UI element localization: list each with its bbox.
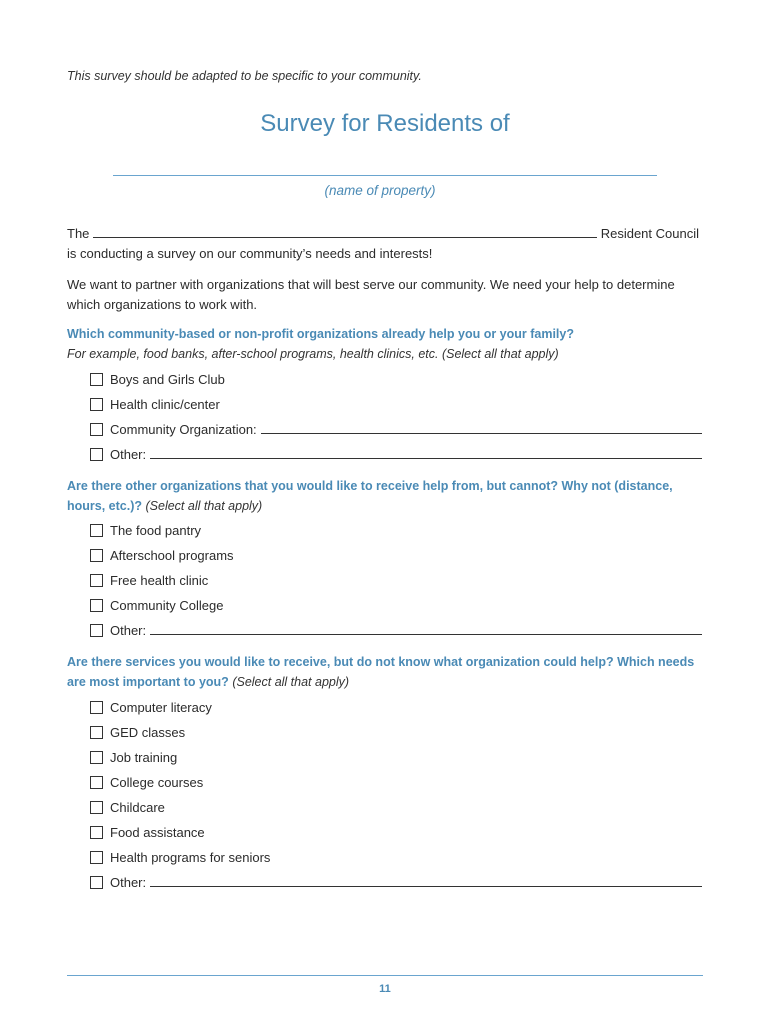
checkbox[interactable]	[90, 423, 103, 436]
question-3-hint: (Select all that apply)	[232, 674, 350, 689]
q2-option-afterschool[interactable]	[90, 546, 702, 564]
option-label: Food assistance	[110, 824, 205, 840]
checkbox[interactable]	[90, 599, 103, 612]
option-label: Community Organization:	[110, 421, 257, 437]
q3-option-ged-classes[interactable]	[90, 723, 702, 741]
q1-option-community-organization[interactable]	[90, 420, 702, 438]
checkbox[interactable]	[90, 448, 103, 461]
property-name-line[interactable]	[113, 175, 657, 176]
checkbox[interactable]	[90, 549, 103, 562]
page-number: 11	[379, 983, 391, 995]
write-in-line[interactable]	[150, 634, 702, 635]
checkbox[interactable]	[90, 574, 103, 587]
checkbox[interactable]	[90, 624, 103, 637]
option-label: College courses	[110, 774, 204, 790]
option-label: The food pantry	[110, 522, 202, 538]
q3-option-college-courses[interactable]	[90, 773, 702, 791]
option-label: Free health clinic	[110, 572, 209, 588]
q3-option-job-training[interactable]	[90, 748, 702, 766]
checkbox[interactable]	[90, 701, 103, 714]
option-label: Community College	[110, 597, 224, 613]
intro-suffix: Resident Council	[600, 226, 699, 241]
adaptation-note: This survey should be adapted to be specific to your community.	[67, 69, 422, 83]
question-2-hint: (Select all that apply)	[145, 498, 263, 513]
checkbox[interactable]	[90, 726, 103, 739]
checkbox[interactable]	[90, 826, 103, 839]
option-label: Afterschool programs	[110, 547, 234, 563]
intro-prefix: The	[67, 226, 90, 241]
option-label: Other:	[110, 874, 147, 890]
q3-option-other[interactable]	[90, 873, 702, 891]
option-label: Health clinic/center	[110, 396, 220, 412]
checkbox[interactable]	[90, 801, 103, 814]
question-1-hint: For example, food banks, after-school programs, health clinics, etc. (Select all that apply)	[67, 346, 559, 361]
option-label: Other:	[110, 622, 147, 638]
option-label: Health programs for seniors	[110, 849, 271, 865]
write-in-line[interactable]	[261, 433, 702, 434]
property-name-label: (name of property)	[324, 183, 436, 198]
question-2-text: Are there other organizations that you would like to receive help from, but cannot? Why not (distance, hours, etc.)?	[67, 479, 673, 513]
q2-option-other[interactable]	[90, 621, 702, 639]
question-1	[67, 325, 707, 364]
council-name-blank[interactable]	[93, 236, 596, 238]
question-1-text: Which community-based or non-profit organizations already help you or your family?	[67, 327, 574, 341]
resident-council-line	[67, 226, 699, 241]
option-label: Other:	[110, 446, 147, 462]
write-in-line[interactable]	[150, 458, 702, 459]
q2-option-free-health-clinic[interactable]	[90, 571, 702, 589]
question-3-text: Are there services you would like to receive, but do not know what organization could help? Which needs are most important to you?	[67, 655, 695, 689]
checkbox[interactable]	[90, 776, 103, 789]
checkbox[interactable]	[90, 373, 103, 386]
survey-title: Survey for Residents of	[260, 110, 510, 137]
write-in-line[interactable]	[150, 886, 702, 887]
q2-option-community-college[interactable]	[90, 596, 702, 614]
option-label: Computer literacy	[110, 699, 212, 715]
q3-option-health-programs-seniors[interactable]	[90, 848, 702, 866]
option-label: Boys and Girls Club	[110, 371, 225, 387]
checkbox[interactable]	[90, 398, 103, 411]
partner-paragraph: We want to partner with organizations that will best serve our community. We need your help to determine which organizations to work with.	[67, 277, 675, 312]
checkbox[interactable]	[90, 876, 103, 889]
question-3	[67, 653, 707, 692]
q2-option-food-pantry[interactable]	[90, 521, 702, 539]
checkbox[interactable]	[90, 751, 103, 764]
q1-option-other[interactable]	[90, 445, 702, 463]
footer-divider	[67, 975, 703, 976]
q3-option-food-assistance[interactable]	[90, 823, 702, 841]
option-label: GED classes	[110, 724, 186, 740]
q3-option-childcare[interactable]	[90, 798, 702, 816]
question-2	[67, 477, 707, 516]
q1-option-health-clinic[interactable]	[90, 395, 702, 413]
q3-option-computer-literacy[interactable]	[90, 698, 702, 716]
intro-line2: is conducting a survey on our community’s needs and interests!	[67, 246, 433, 261]
option-label: Childcare	[110, 799, 165, 815]
checkbox[interactable]	[90, 851, 103, 864]
checkbox[interactable]	[90, 524, 103, 537]
option-label: Job training	[110, 749, 178, 765]
q1-option-boys-girls-club[interactable]	[90, 370, 702, 388]
